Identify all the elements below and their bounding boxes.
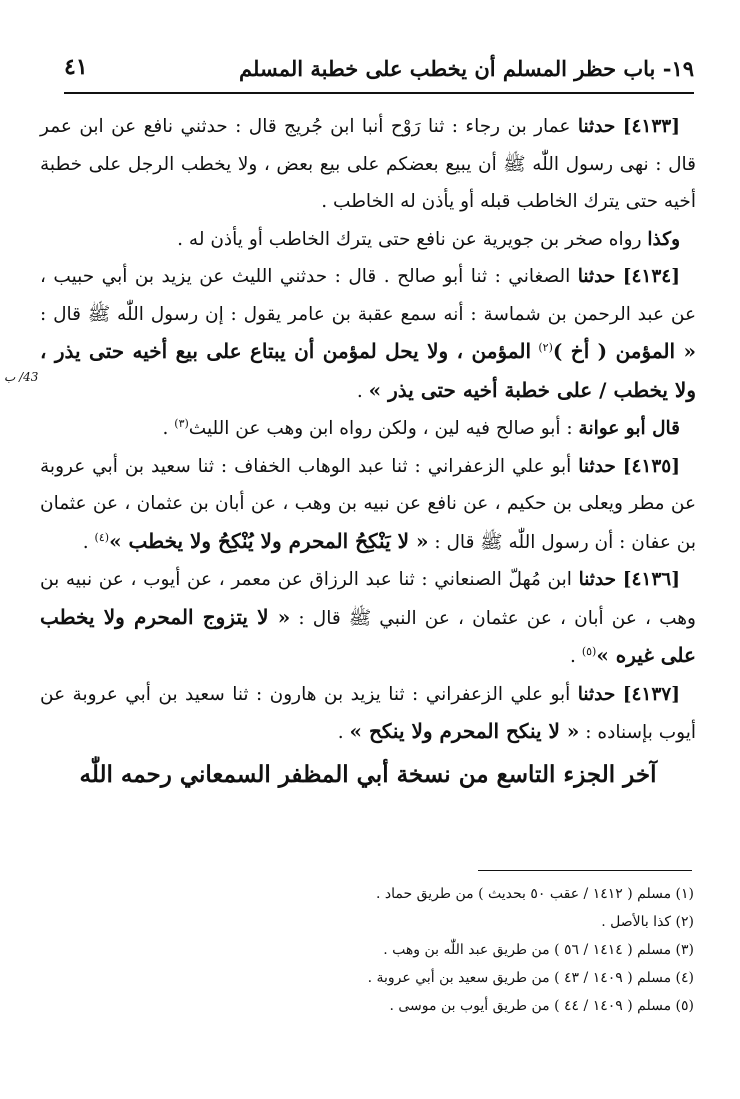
narration-opening: حدثنا [577, 683, 616, 705]
running-header [64, 52, 694, 88]
footnote-3: (٣) مسلم ( ١٤١٤ / ٥٦ ) من طريق عبد اللّٰه بن وهب . [383, 942, 694, 958]
footnote-ref: (٤) [94, 530, 110, 544]
hadith-text-body [40, 108, 696, 793]
page-number: ٤١ [64, 54, 88, 80]
hadith-number: [٤١٣٧] [622, 683, 680, 705]
prophetic-quote: « لا ينكح المحرم ولا ينكح » [349, 719, 580, 743]
prophetic-quote: « المؤمن ( أخ ) [552, 339, 696, 363]
note-lead: وكذا [647, 228, 680, 250]
hadith-end: . [82, 531, 89, 553]
prophetic-quote: « لا يَنْكِحُ المحرم ولا يُنْكِحُ ولا يخطب » [109, 528, 429, 553]
hadith-number: [٤١٣٤] [622, 266, 680, 287]
hadith-4137 [40, 676, 696, 752]
hadith-text: ابن مُهلّ الصنعاني : ثنا عبد الرزاق عن معمر ، عن أيوب ، عن نبيه بن وهب ، عن أبان ، عن عثمان ، عن النبي ﷺ قال : [40, 569, 696, 629]
footnote-ref: (٣) [174, 416, 189, 430]
hadith-text: أبو علي الزعفراني : ثنا عبد الوهاب الخفاف : ثنا سعيد بن أبي عروبة عن مطر ويعلى بن حكيم ، عن نافع عن نبيه بن وهب ، عن أبان بن عثمان ، عن عثمان بن عفان : أن رسول اللّٰه ﷺ قال : [40, 455, 696, 553]
comment-text: : أبو صالح فيه لين ، ولكن رواه ابن وهب عن الليث [188, 418, 573, 439]
narration-opening: حدثنا [577, 266, 616, 287]
volume-colophon: آخر الجزء التاسع من نسخة أبي المظفر السمعاني رحمه اللّٰه [79, 760, 657, 788]
hadith-end: . [337, 722, 344, 743]
hadith-end: . [570, 646, 576, 667]
hadith-number: [٤١٣٥] [622, 455, 680, 477]
chapter-title: ١٩- باب حظر المسلم أن يخطب على خطبة المسلم [239, 56, 694, 81]
footnotes [64, 880, 694, 1020]
narration-opening: حدثنا [577, 116, 616, 137]
prophetic-quote-cont: المؤمن ، ولا يحل لمؤمن أن يبتاع على بيع أخيه حتى يذر ، ولا يخطب / على خطبة أخيه حتى يذر » [40, 339, 696, 402]
narration-opening: حدثنا [578, 569, 617, 590]
narration-note [40, 221, 696, 259]
footnote-1: (١) مسلم ( ١٤١٢ / عقب ٥٠ بحديث ) من طريق حماد . [376, 886, 694, 902]
note-text: رواه صخر بن جويرية عن نافع حتى يترك الخاطب أو يأذن له . [177, 228, 642, 250]
hadith-end: . [356, 380, 363, 402]
footnote-4: (٤) مسلم ( ١٤٠٩ / ٤٣ ) من طريق سعيد بن أبي عروبة . [367, 970, 694, 986]
abu-awana-comment [40, 410, 696, 448]
hadith-number: [٤١٣٣] [622, 116, 680, 137]
hadith-4134 [40, 258, 696, 410]
footnote-ref: (٢) [538, 340, 553, 354]
hadith-text: عمار بن رجاء : ثنا رَوْح أنبا ابن جُريج قال : حدثني نافع عن ابن عمر قال : نهى رسول اللّٰه ﷺ أن يبيع بعضكم على بيع بعض ، ولا يخطب الرجل على خطبة أخيه حتى يترك الخاطب قبله أو يأذن له الخاطب . [40, 116, 696, 212]
footnote-2: (٢) كذا بالأصل . [601, 914, 694, 930]
hadith-text: أبو علي الزعفراني : ثنا يزيد بن هارون : ثنا سعيد بن أبي عروبة عن أيوب بإسناده : [40, 683, 696, 743]
hadith-4133 [40, 108, 696, 221]
footnote-divider [478, 870, 692, 871]
hadith-4136 [40, 561, 696, 676]
prophetic-quote: « لا يتزوج المحرم ولا يخطب على غيره » [40, 604, 696, 667]
comment-lead: قال أبو عوانة [578, 418, 680, 439]
hadith-number: [٤١٣٦] [622, 569, 680, 590]
hadith-4135 [40, 448, 696, 562]
narration-opening: حدثنا [578, 455, 616, 477]
comment-end: . [162, 418, 169, 439]
margin-folio-note: 43/ ب [4, 370, 39, 384]
footnote-ref: (٥) [581, 644, 597, 658]
hadith-text: الصغاني : ثنا أبو صالح . قال : حدثني الليث عن يزيد بن أبي حبيب ، عن عبد الرحمن بن شماسة : أنه سمع عقبة بن عامر يقول : إن رسول اللّٰه ﷺ قال : [40, 266, 696, 325]
footnote-5: (٥) مسلم ( ١٤٠٩ / ٤٤ ) من طريق أيوب بن موسى . [389, 998, 694, 1014]
header-divider [64, 92, 694, 94]
